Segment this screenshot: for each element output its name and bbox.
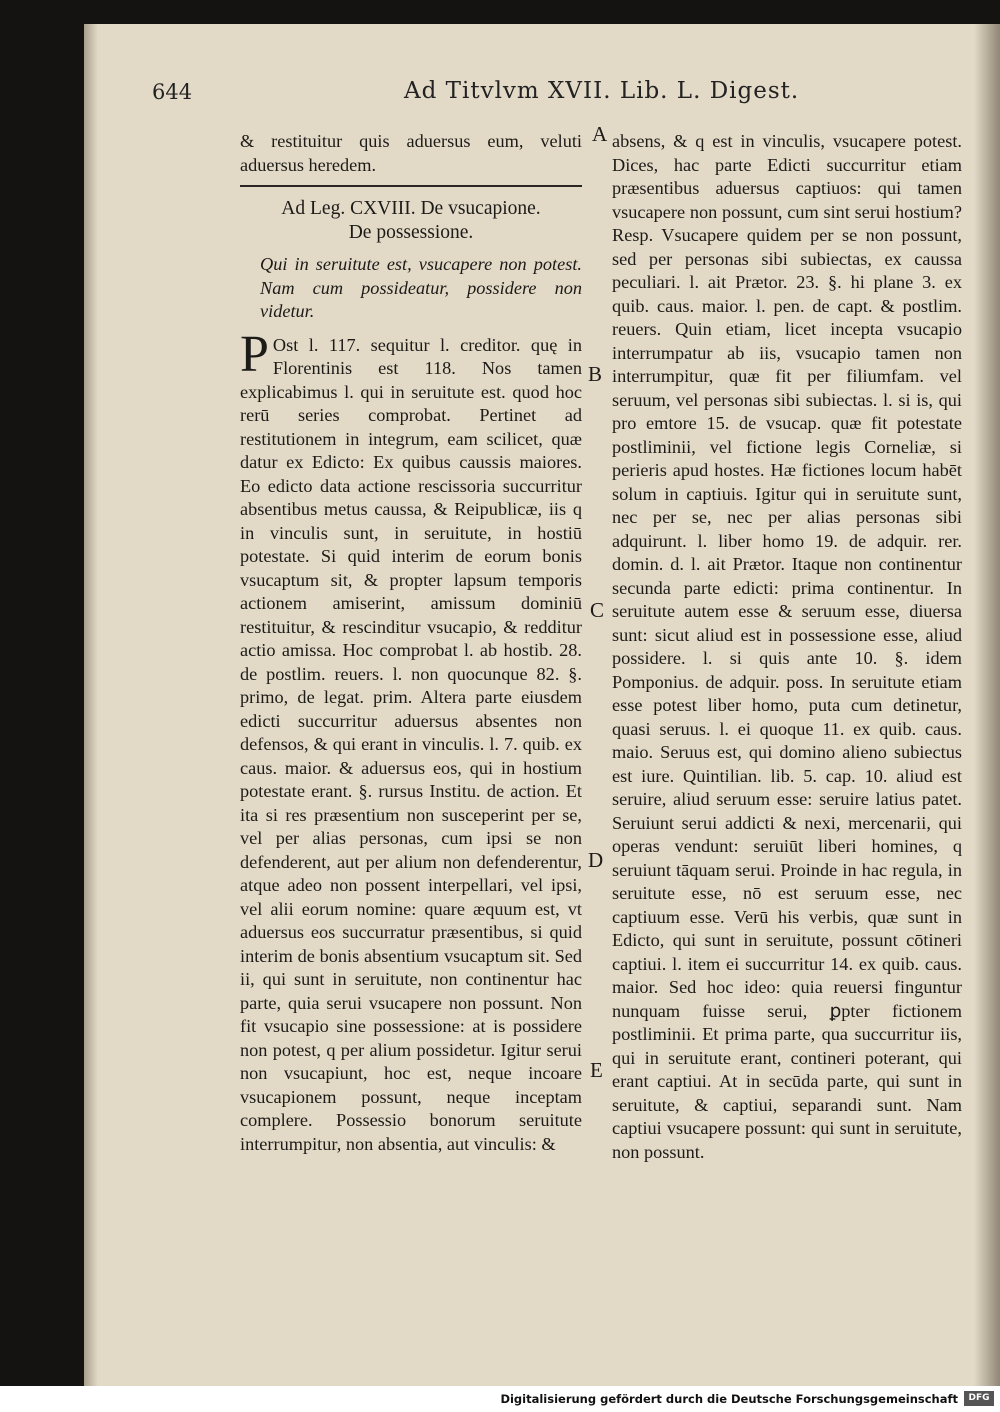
margin-marker-d: D — [588, 848, 604, 872]
left-column — [240, 130, 582, 1156]
section-divider — [240, 185, 582, 187]
running-title: Ad Titvlvm XVII. Lib. L. Digest. — [404, 78, 800, 104]
section-heading — [240, 197, 582, 245]
margin-marker-c: C — [590, 598, 605, 622]
drop-cap: P — [240, 325, 269, 383]
right-body-text: absens, & q est in vinculis, vsucapere potest. Dices, hac parte Edicti succurritur etiam præsentibus aduersus captiuos: qui tamen vsucapere non possunt, cum sint serui hostium? Resp. Vsucapere quidem per se non possunt, sed per personas sibi subiectas, ex caussa peculiari. l. ait Prætor. 23. §. hi plane 3. ex quib. caus. maior. l. pen. de capt. & postlim. reuers. Quin etiam, licet incepta vsucapio interrumpatur ab iis, vsucapio tamen non interrumpitur, quæ fit per filiumfam. vel seruum, vel personas sibi subiectas. l. si is, qui pro emtore 15. de vsucap. quæ fit potestate postliminii, vel fictione legis Corneliæ, si perieris apud hostes. Hæ fictiones locum habēt solum in captiuis. Igitur qui in seruitute sunt, nec per se, nec per alias personas sibi adquirunt. l. liber homo 19. de adquir. rer. domin. d. l. ait Prætor. Itaque non continentur secunda parte edicti: prima continentur. In seruitute autem esse & seruum esse, diuersa sunt: sicut aliud est in possessione esse, aliud possidere. l. si quis ante 10. §. idem Pomponius. de adquir. poss. In seruitute etiam esse potest liber homo, puta cum detinetur, quasi seruus. l. ei quoque 11. ex quib. caus. maio. Seruus est, qui domino alieno subiectus est iure. Quintilian. lib. 5. cap. 10. aliud est seruire, aliud seruum esse: seruire latius patet. Seruiunt serui addicti & nexi, mercenarii, qui operas vendunt: seruiūt liberi homines, q seruiunt tāquam serui. Proinde in hac regula, in seruitute esse, nō est seruum esse, nec captiuum esse. Verū his verbis, quæ sunt in Edicto, qui sunt in seruitute, possunt cōtineri captiui. l. item ei succurritur 14. ex quib. caus. maior. Sed hoc ideo: quia reuersi finguntur nunquam fuisse serui, ꝑpter fictionem postliminii. Et prima parte, qua succurritur iis, qui in seruitute erant, contineri poterant, qui erant captiui. At in secūda parte, qui sunt in seruitute, & captiui, separandi sunt. Nam captiui vsucapere possunt: qui sunt in seruitute, non possunt. — [612, 131, 962, 1162]
page-header — [152, 78, 860, 110]
lemma-text: Qui in seruitute est, vsucapere non potest. Nam cum possideatur, possidere non videtur. — [260, 254, 582, 321]
margin-marker-e: E — [590, 1058, 603, 1082]
dfg-logo-icon: DFG — [964, 1391, 994, 1406]
margin-marker-a: A — [592, 122, 608, 146]
page-number: 644 — [152, 80, 193, 104]
left-body — [240, 325, 582, 1157]
left-body-text: Ost l. 117. sequitur l. creditor. quę in Florentinis est 118. Nos tamen explicabimus l. qui in seruitute est. quod hoc rerū series comprobat. Pertinet ad restitutionem in integrum, eam scilicet, quæ datur ex Edicto: Ex quibus caussis maiores. Eo edicto data actione rescissoria succurritur absentibus metus caussa, & Reipublicæ, iis q in vinculis sunt, in seruitute, in hostiū potestate. Si quid interim de eorum bonis vsucaptum sit, & propter lapsum temporis actionem amiserint, amissum dominiū restituitur, & rescinditur vsucapio, & redditur actio amissa. Hoc comprobat l. ab hostib. 28. de postlim. reuers. l. non quocunque 82. §. primo, de legat. prim. Altera parte eiusdem edicti succurritur aduersus absentes non defensos, & qui erant in vinculis. l. 7. quib. ex caus. maior. & aduersus eos, qui in hostium potestate erant. §. rursus Institu. de action. Et ita si res præsentium non susceperint per se, vel per alias personas, cum ipsi se non defenderent, aut per alium non defenderentur, atque adeo non possent interpellari, vel ipsi, vel alii eorum nomine: quare æquum est, vt aduersus eos succurratur præsentibus, si quid interim de bonis absentium vsucaptum sit. Sed ii, qui sunt in seruitute, non continentur hac parte, quia serui vsucapere non possunt. Non fit vsucapio sine possessione: at is possidere non potest, q per alium possidetur. Igitur serui non vsucapiunt, hoc est, neque incoare vsucapionem possunt, neque inceptam complere. Possessio bonorum seruitute interrumpitur, non absentia, aut vinculis: & — [240, 334, 582, 1154]
heading-line-2: De possessione. — [348, 222, 474, 243]
opening-text: & restituitur quis aduersus eum, veluti aduersus heredem. — [240, 131, 582, 175]
right-column — [612, 130, 962, 1164]
margin-marker-b: B — [588, 362, 603, 386]
funding-credit: Digitalisierung gefördert durch die Deutsche Forschungsgemeinschaft — [500, 1392, 958, 1406]
footer-bar — [0, 1386, 1000, 1412]
heading-line-1: Ad Leg. CXVIII. De vsucapione. — [281, 198, 541, 219]
